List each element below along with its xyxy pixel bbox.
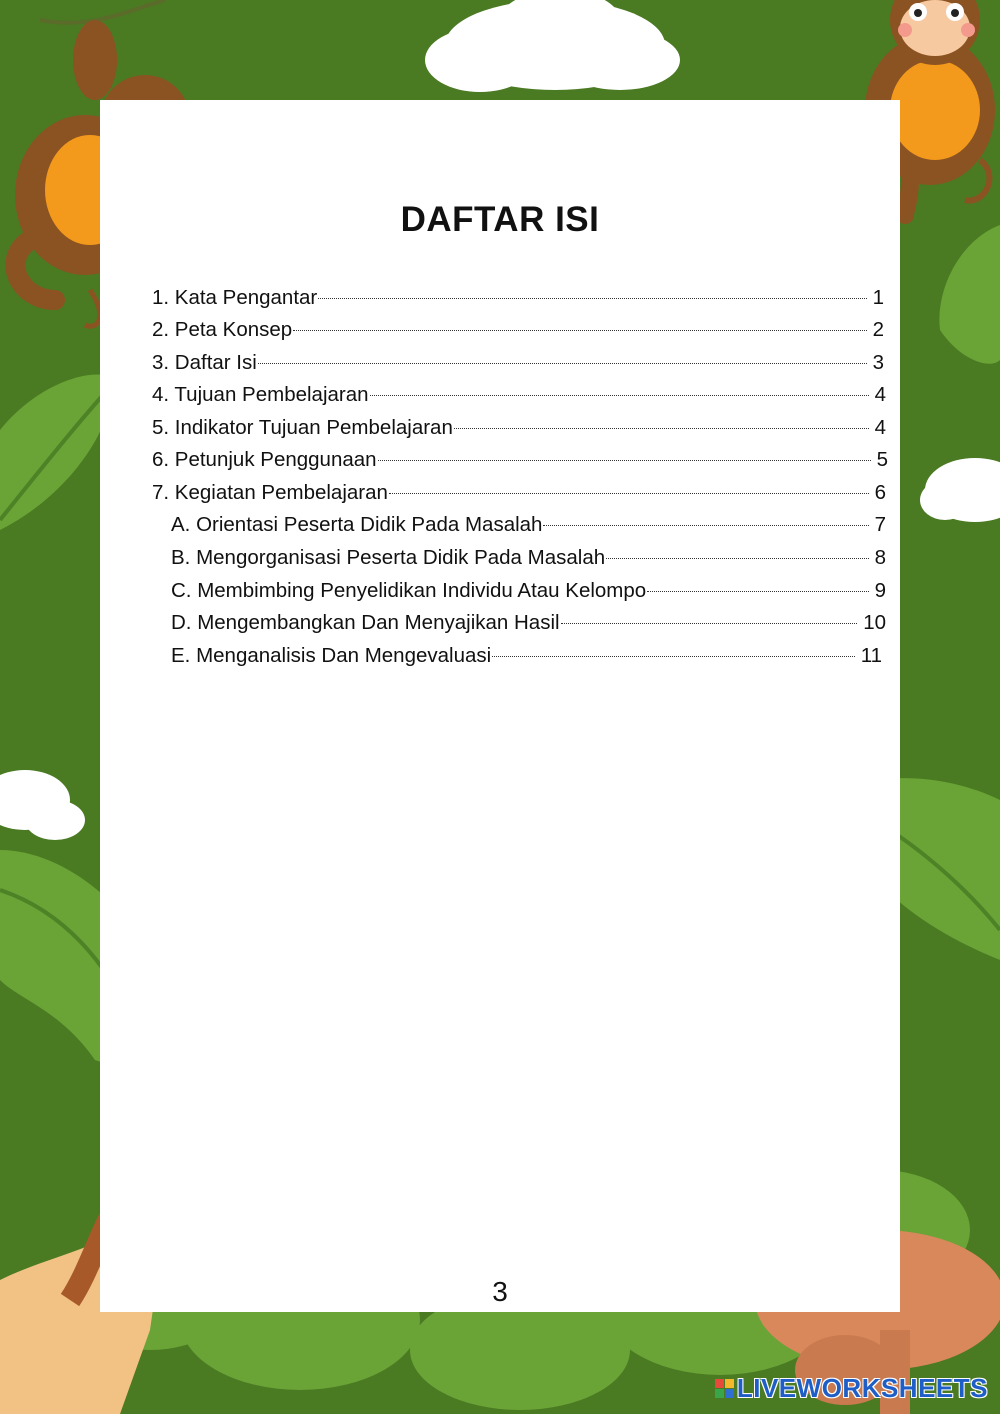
toc-item [152, 412, 886, 444]
watermark [715, 1373, 988, 1404]
toc-item-label: A. Orientasi Peserta Didik Pada Masalah [171, 513, 543, 536]
toc-item [152, 477, 886, 509]
toc-item [171, 607, 886, 639]
toc-item-page: 9 [874, 579, 886, 602]
toc-item-label: D. Mengembangkan Dan Menyajikan Hasil [171, 611, 560, 634]
toc-item-label: 6. Petunjuk Penggunaan [152, 448, 377, 471]
toc-item [171, 509, 886, 541]
toc-item-label: 4. Tujuan Pembelajaran [152, 383, 369, 406]
toc-item-label: B. Mengorganisasi Peserta Didik Pada Masalah [171, 546, 606, 569]
toc-item-page: 2 [872, 318, 884, 341]
toc-leader [318, 298, 866, 299]
toc-item-page: 8 [874, 546, 886, 569]
toc-item [171, 575, 886, 607]
toc-item-page: 10 [863, 611, 886, 634]
toc-leader [293, 330, 866, 331]
toc-leader [378, 460, 871, 461]
toc-item [171, 640, 882, 672]
toc-item-page: 5 [876, 448, 888, 471]
toc-leader [647, 591, 868, 592]
toc-leader [606, 558, 868, 559]
toc-item-label: 2. Peta Konsep [152, 318, 293, 341]
toc-item [152, 314, 884, 346]
toc-leader [389, 493, 869, 494]
liveworksheets-logo-icon [715, 1379, 734, 1398]
toc-item-label: E. Menganalisis Dan Mengevaluasi [171, 644, 492, 667]
toc-leader [561, 623, 858, 624]
toc-item [152, 444, 888, 476]
toc-item-page: 6 [874, 481, 886, 504]
page-number: 3 [492, 1276, 508, 1307]
toc-leader [543, 525, 868, 526]
toc-item-label: 5. Indikator Tujuan Pembelajaran [152, 416, 453, 439]
toc-leader [492, 656, 855, 657]
toc-leader [258, 363, 867, 364]
toc-item-page: 3 [872, 351, 884, 374]
toc-item-page: 1 [872, 286, 884, 309]
toc-item-page: 4 [874, 416, 886, 439]
toc-item-page: 11 [860, 644, 882, 667]
watermark-text: LIVEWORKSHEETS [736, 1373, 988, 1403]
toc-item-page: 7 [874, 513, 886, 536]
toc-item [152, 379, 886, 411]
toc-item-label: 3. Daftar Isi [152, 351, 257, 374]
toc-leader [454, 428, 869, 429]
toc-item-page: 4 [874, 383, 886, 406]
toc-item-label: C. Membimbing Penyelidikan Individu Atau Kelompo [171, 579, 647, 602]
page-title: DAFTAR ISI [400, 200, 600, 239]
toc-item [171, 542, 886, 574]
toc-item-label: 1. Kata Pengantar [152, 286, 318, 309]
toc-leader [370, 395, 869, 396]
toc-item-label: 7. Kegiatan Pembelajaran [152, 481, 388, 504]
toc-item [152, 282, 884, 314]
toc-item [152, 347, 884, 379]
